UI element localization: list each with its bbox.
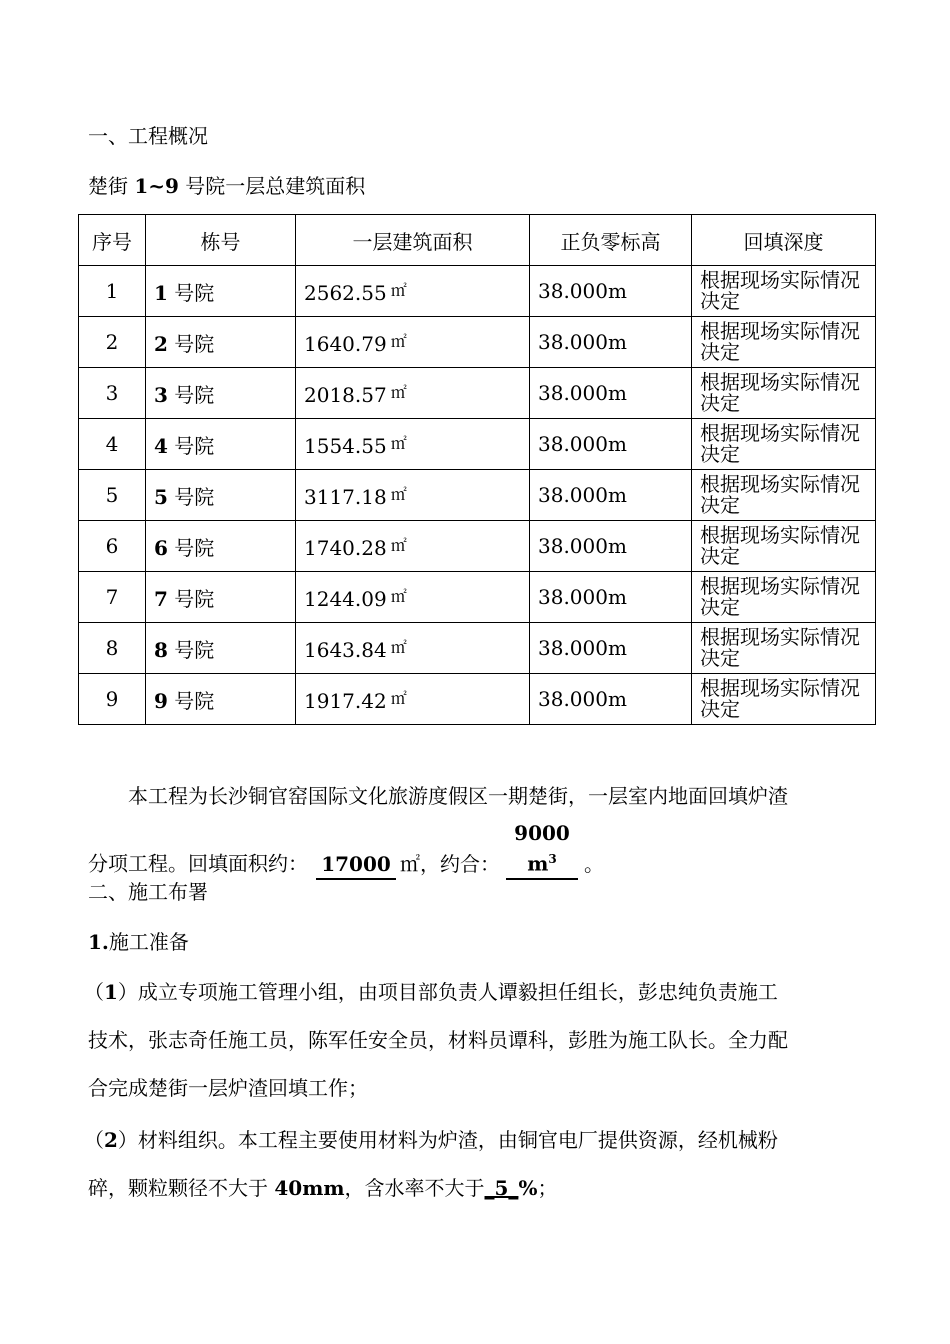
building-suffix: 号院 bbox=[167, 484, 215, 509]
area-value: 2018.57 bbox=[304, 382, 387, 407]
cell-seq: 7 bbox=[79, 572, 146, 623]
intro-line1: 本工程为长沙铜官窑国际文化旅游度假区一期楚街，一层室内地面回填炉渣 bbox=[128, 784, 788, 808]
cell-elevation: 38.000m bbox=[530, 521, 692, 572]
intro-line2-end: 。 bbox=[584, 851, 604, 876]
cell-area bbox=[296, 572, 530, 623]
area-value: 1917.42 bbox=[304, 688, 387, 713]
subsection1-num: 1. bbox=[88, 930, 109, 954]
item2-line2-pre: 碎，颗粒颗径不大于 bbox=[88, 1176, 275, 1200]
cell-seq: 6 bbox=[79, 521, 146, 572]
cell-depth: 根据现场实际情况决定 bbox=[692, 368, 876, 419]
cell-seq: 1 bbox=[79, 266, 146, 317]
section2-title: 二、施工布署 bbox=[88, 880, 208, 904]
area-value: 1244.09 bbox=[304, 586, 387, 611]
cell-depth: 根据现场实际情况决定 bbox=[692, 623, 876, 674]
table-row bbox=[79, 623, 876, 674]
cell-seq: 8 bbox=[79, 623, 146, 674]
area-unit: ㎡ bbox=[390, 484, 407, 504]
cell-elevation: 38.000m bbox=[530, 623, 692, 674]
building-suffix: 号院 bbox=[167, 586, 215, 611]
item2-percent: % bbox=[518, 1176, 538, 1200]
building-suffix: 号院 bbox=[167, 637, 215, 662]
area-unit: ㎡ bbox=[390, 688, 407, 708]
cell-area bbox=[296, 521, 530, 572]
cell-seq: 4 bbox=[79, 419, 146, 470]
cell-elevation: 38.000m bbox=[530, 266, 692, 317]
building-suffix: 号院 bbox=[167, 382, 215, 407]
cell-depth: 根据现场实际情况决定 bbox=[692, 572, 876, 623]
table-row bbox=[79, 317, 876, 368]
cell-elevation: 38.000m bbox=[530, 317, 692, 368]
caption-pre: 楚街 bbox=[88, 174, 135, 198]
area-value: 1554.55 bbox=[304, 433, 387, 458]
cell-area bbox=[296, 419, 530, 470]
cell-building bbox=[146, 317, 296, 368]
cell-building bbox=[146, 674, 296, 725]
building-suffix: 号院 bbox=[167, 535, 215, 560]
fill-volume-sup: 3 bbox=[548, 852, 557, 866]
fill-area-unit: ㎡，约合： bbox=[400, 851, 500, 876]
cell-area bbox=[296, 674, 530, 725]
item2-paragraph bbox=[84, 1116, 864, 1212]
building-suffix: 号院 bbox=[167, 688, 215, 713]
cell-seq: 2 bbox=[79, 317, 146, 368]
item2-size: 40mm bbox=[274, 1176, 345, 1200]
building-number: 4 bbox=[154, 433, 168, 458]
area-unit: ㎡ bbox=[390, 280, 407, 300]
header-depth: 回填深度 bbox=[692, 215, 876, 266]
cell-depth: 根据现场实际情况决定 bbox=[692, 266, 876, 317]
cell-seq: 9 bbox=[79, 674, 146, 725]
area-unit: ㎡ bbox=[390, 433, 407, 453]
area-value: 1643.84 bbox=[304, 637, 387, 662]
cell-building bbox=[146, 470, 296, 521]
table-header-row bbox=[79, 215, 876, 266]
table-row bbox=[79, 521, 876, 572]
building-suffix: 号院 bbox=[167, 433, 215, 458]
item1-num: 1 bbox=[104, 980, 118, 1004]
cell-elevation: 38.000m bbox=[530, 470, 692, 521]
table-row bbox=[79, 572, 876, 623]
item2-moisture: _5_ bbox=[484, 1176, 519, 1200]
table-row bbox=[79, 266, 876, 317]
cell-building bbox=[146, 368, 296, 419]
table-row bbox=[79, 470, 876, 521]
item1-line1-rest: ）成立专项施工管理小组，由项目部负责人谭毅担任组长，彭忠纯负责施工 bbox=[117, 980, 778, 1004]
cell-elevation: 38.000m bbox=[530, 419, 692, 470]
header-seq: 序号 bbox=[79, 215, 146, 266]
table-row bbox=[79, 674, 876, 725]
table-row bbox=[79, 419, 876, 470]
cell-elevation: 38.000m bbox=[530, 674, 692, 725]
area-unit: ㎡ bbox=[390, 535, 407, 555]
building-suffix: 号院 bbox=[167, 280, 215, 305]
cell-elevation: 38.000m bbox=[530, 572, 692, 623]
cell-building bbox=[146, 623, 296, 674]
item2-line2-end: ； bbox=[537, 1176, 558, 1200]
intro-paragraph bbox=[88, 772, 868, 888]
cell-area bbox=[296, 470, 530, 521]
building-number: 7 bbox=[154, 586, 168, 611]
building-area-table bbox=[78, 214, 876, 725]
item2-line2-mid: ，含水率不大于 bbox=[344, 1176, 485, 1200]
intro-line2-pre: 分项工程。回填面积约： bbox=[88, 851, 308, 876]
area-unit: ㎡ bbox=[390, 382, 407, 402]
building-number: 2 bbox=[154, 331, 168, 356]
cell-elevation: 38.000m bbox=[530, 368, 692, 419]
cell-depth: 根据现场实际情况决定 bbox=[692, 674, 876, 725]
cell-building bbox=[146, 572, 296, 623]
subsection1-text: 施工准备 bbox=[108, 930, 189, 954]
fill-volume-number: 9000 m bbox=[514, 821, 570, 876]
table-row bbox=[79, 368, 876, 419]
caption-post: 号院一层总建筑面积 bbox=[178, 174, 366, 198]
item2-line1-rest: ）材料组织。本工程主要使用材料为炉渣，由铜官电厂提供资源，经机械粉 bbox=[117, 1128, 778, 1152]
area-unit: ㎡ bbox=[390, 331, 407, 351]
item1-line3: 合完成楚街一层炉渣回填工作； bbox=[88, 1076, 368, 1100]
item2-num: 2 bbox=[104, 1128, 118, 1152]
building-number: 3 bbox=[154, 382, 168, 407]
cell-area bbox=[296, 317, 530, 368]
subsection1-title bbox=[88, 928, 189, 956]
cell-depth: 根据现场实际情况决定 bbox=[692, 317, 876, 368]
cell-seq: 3 bbox=[79, 368, 146, 419]
building-suffix: 号院 bbox=[167, 331, 215, 356]
building-number: 6 bbox=[154, 535, 168, 560]
section1-title: 一、工程概况 bbox=[88, 124, 208, 148]
building-number: 8 bbox=[154, 637, 168, 662]
cell-seq: 5 bbox=[79, 470, 146, 521]
cell-depth: 根据现场实际情况决定 bbox=[692, 470, 876, 521]
fill-volume-value bbox=[506, 820, 578, 880]
area-value: 2562.55 bbox=[304, 280, 387, 305]
item2-open: （ bbox=[84, 1128, 104, 1152]
building-number: 1 bbox=[154, 280, 168, 305]
cell-area bbox=[296, 266, 530, 317]
item1-open: （ bbox=[84, 980, 104, 1004]
cell-area bbox=[296, 623, 530, 674]
item2-line1 bbox=[84, 1116, 864, 1164]
header-elevation: 正负零标高 bbox=[530, 215, 692, 266]
item2-line2 bbox=[84, 1164, 864, 1212]
header-area: 一层建筑面积 bbox=[296, 215, 530, 266]
cell-building bbox=[146, 521, 296, 572]
building-number: 9 bbox=[154, 688, 168, 713]
cell-depth: 根据现场实际情况决定 bbox=[692, 521, 876, 572]
item1-line1 bbox=[84, 968, 864, 1016]
header-building: 栋号 bbox=[146, 215, 296, 266]
fill-area-value: 17000 bbox=[316, 851, 396, 880]
cell-building bbox=[146, 419, 296, 470]
caption-range: 1~9 bbox=[134, 174, 179, 198]
item1-paragraph bbox=[84, 968, 864, 1112]
cell-building bbox=[146, 266, 296, 317]
area-value: 3117.18 bbox=[304, 484, 387, 509]
area-unit: ㎡ bbox=[390, 637, 407, 657]
area-unit: ㎡ bbox=[390, 586, 407, 606]
cell-area bbox=[296, 368, 530, 419]
table-caption bbox=[88, 172, 365, 200]
item1-line2: 技术，张志奇任施工员，陈军任安全员，材料员谭科，彭胜为施工队长。全力配 bbox=[88, 1028, 788, 1052]
cell-depth: 根据现场实际情况决定 bbox=[692, 419, 876, 470]
area-value: 1640.79 bbox=[304, 331, 387, 356]
area-value: 1740.28 bbox=[304, 535, 387, 560]
building-number: 5 bbox=[154, 484, 168, 509]
